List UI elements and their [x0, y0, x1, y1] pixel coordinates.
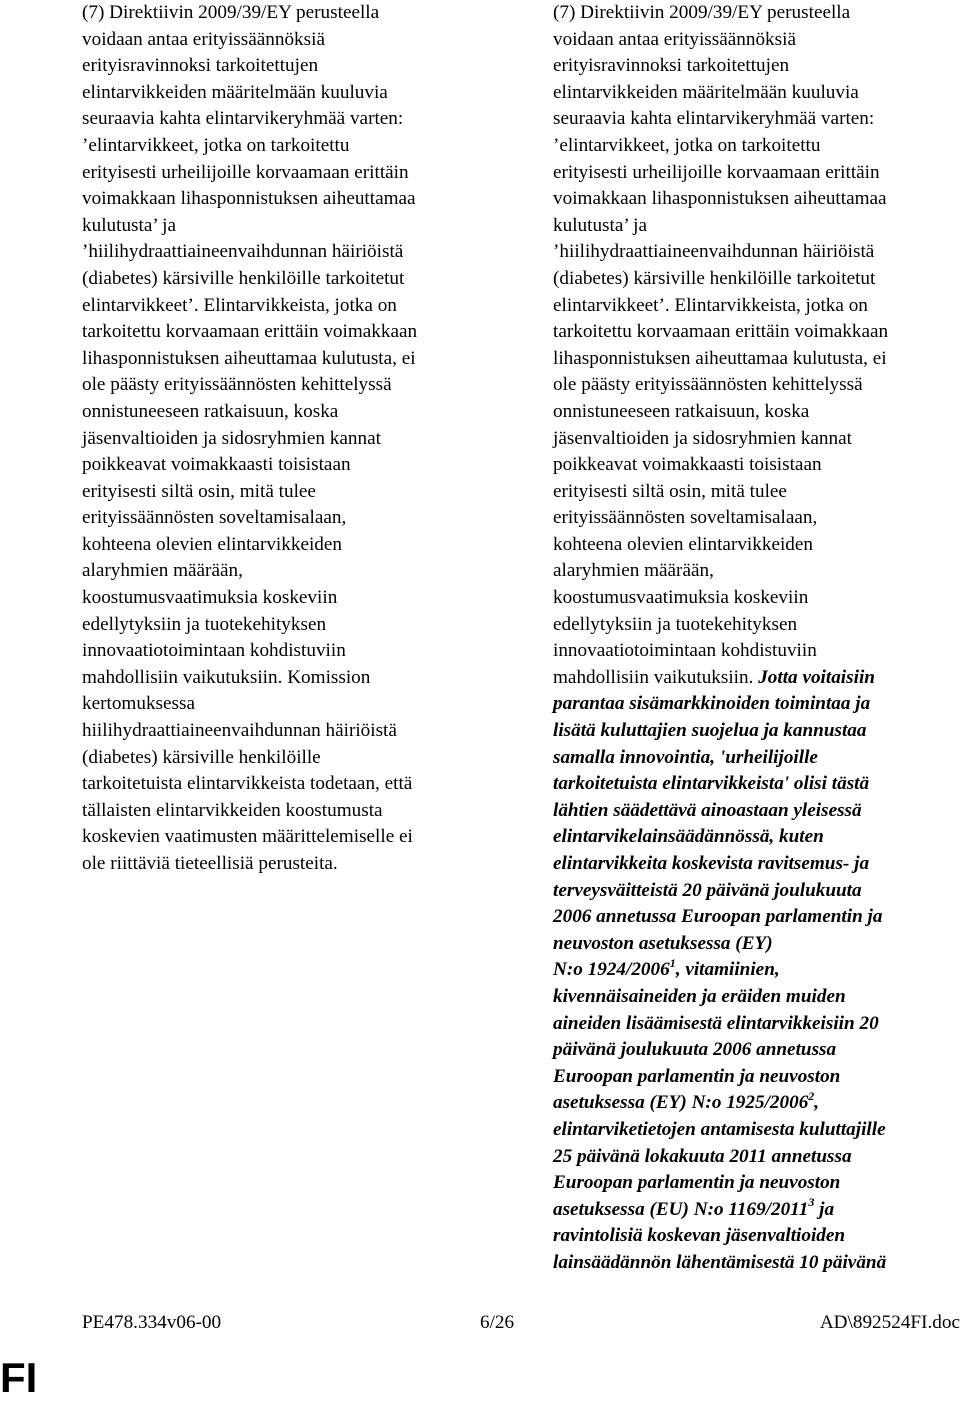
- amendment-text-line: ravintolisiä koskevan jäsenvaltioiden: [553, 1225, 846, 1247]
- text-line: erityisesti urheilijoille korvaamaan erittäin: [82, 161, 409, 183]
- text-line: elintarvikkeiden määritelmään kuuluvia: [553, 81, 859, 103]
- text-line: erityisravinnoksi tarkoitettujen: [553, 55, 790, 77]
- text-line-footnote-ref: [553, 1197, 960, 1224]
- footnote-ref-trailing-text: ,: [814, 1092, 820, 1114]
- amendment-text-line: Euroopan parlamentin ja neuvoston: [553, 1065, 841, 1087]
- text-line: elintarvikkeiden määritelmään kuuluvia: [82, 81, 388, 103]
- amendment-text-line: neuvoston asetuksessa (EY): [553, 932, 773, 954]
- text-line: tarkoitettu korvaamaan erittäin voimakkaan: [82, 321, 418, 343]
- footnote-ref-text: asetuksessa (EY) N:o 1925/2006: [553, 1092, 809, 1114]
- amendment-text-line: terveysväitteistä 20 päivänä joulukuuta: [553, 879, 862, 901]
- amendment-text-line: 25 päivänä lokakuuta 2011 annetussa: [553, 1145, 852, 1167]
- text-line: tarkoitettu korvaamaan erittäin voimakkaan: [553, 321, 889, 343]
- text-line: erityisesti siltä osin, mitä tulee: [82, 480, 316, 502]
- text-line: elintarvikkeet’. Elintarvikkeista, jotka on: [82, 294, 397, 316]
- text-line: voidaan antaa erityissäännöksiä: [82, 28, 325, 50]
- text-line: koostumusvaatimuksia koskeviin: [82, 587, 338, 609]
- text-line: jäsenvaltioiden ja sidosryhmien kannat: [82, 427, 381, 449]
- text-line: elintarvikkeet’. Elintarvikkeista, jotka on: [553, 294, 868, 316]
- text-line-amendment-start: [553, 665, 960, 692]
- text-line: (diabetes) kärsiville henkilöille tarkoitetut: [82, 267, 405, 289]
- text-line: ’hiilihydraattiaineenvaihdunnan häiriöistä: [553, 241, 875, 263]
- text-line: (7) Direktiivin 2009/39/EY perusteella: [553, 2, 851, 23]
- text-line: alaryhmien määrään,: [553, 560, 714, 582]
- text-line: (diabetes) kärsiville henkilöille: [82, 746, 321, 768]
- text-line: mahdollisiin vaikutuksiin. Komission: [82, 666, 371, 688]
- text-line: edellytyksiin ja tuotekehityksen: [82, 613, 327, 635]
- text-line: onnistuneeseen ratkaisuun, koska: [82, 400, 339, 422]
- text-line: kohteena olevien elintarvikkeiden: [553, 533, 813, 555]
- plain-text: mahdollisiin vaikutuksiin.: [553, 666, 759, 688]
- amendment-text-line: lisätä kuluttajien suojelua ja kannustaa: [553, 720, 867, 742]
- text-line: kulutusta’ ja: [82, 214, 176, 236]
- text-line: erityisesti urheilijoille korvaamaan erittäin: [553, 161, 880, 183]
- text-line: koostumusvaatimuksia koskeviin: [553, 587, 809, 609]
- footer-file-name: AD\892524FI.doc: [819, 1312, 960, 1333]
- amendment-text-line: lähtien säädettävä ainoastaan yleisessä: [553, 799, 862, 821]
- amendment-text-line: samalla innovointia, 'urheilijoille: [553, 746, 818, 768]
- footnote-marker: 2: [808, 1088, 815, 1103]
- footer-page-number: 6/26: [480, 1312, 515, 1333]
- amendment-text-line: elintarvikkeita koskevista ravitsemus- ja: [553, 853, 870, 874]
- text-line: innovaatiotoimintaan kohdistuviin: [82, 640, 346, 662]
- text-line: edellytyksiin ja tuotekehityksen: [553, 613, 798, 635]
- text-line: hiilihydraattiaineenvaihdunnan häiriöistä: [82, 720, 397, 742]
- amendment-text-line: 2006 annetussa Euroopan parlamentin ja: [553, 906, 883, 928]
- text-line: poikkeavat voimakkaasti toisistaan: [82, 454, 351, 476]
- text-line: kohteena olevien elintarvikkeiden: [82, 533, 342, 555]
- text-line: ole päästy erityissäännösten kehittelyssä: [553, 374, 863, 396]
- amendment-text: Jotta voitaisiin: [758, 666, 875, 688]
- amendment-text-line: aineiden lisäämisestä elintarvikkeisiin 20: [553, 1012, 879, 1034]
- text-line: kulutusta’ ja: [553, 214, 647, 236]
- text-line: ole päästy erityissäännösten kehittelyssä: [82, 374, 392, 396]
- text-line: alaryhmien määrään,: [82, 560, 243, 582]
- text-line: erityisesti siltä osin, mitä tulee: [553, 480, 787, 502]
- text-line: ’elintarvikkeet, jotka on tarkoitettu: [553, 134, 821, 156]
- footer-doc-ref: PE478.334v06-00: [82, 1312, 222, 1333]
- text-line: onnistuneeseen ratkaisuun, koska: [553, 400, 810, 422]
- amendment-text-line: elintarviketietojen antamisesta kuluttajille: [553, 1118, 886, 1140]
- text-line: seuraavia kahta elintarvikeryhmää varten:: [82, 108, 404, 130]
- footnote-ref-text: asetuksessa (EU) N:o 1169/2011: [553, 1198, 809, 1220]
- text-line: tällaisten elintarvikkeiden koostumusta: [82, 799, 383, 821]
- text-line: erityisravinnoksi tarkoitettujen: [82, 55, 319, 77]
- text-line: poikkeavat voimakkaasti toisistaan: [553, 454, 822, 476]
- text-line: ’elintarvikkeet, jotka on tarkoitettu: [82, 134, 350, 156]
- footnote-ref-text: N:o 1924/2006: [553, 959, 670, 981]
- text-line: erityissäännösten soveltamisalaan,: [82, 507, 347, 529]
- text-line: innovaatiotoimintaan kohdistuviin: [553, 640, 817, 662]
- text-line: kertomuksessa: [82, 693, 195, 715]
- amendment-text-line: tarkoitetuista elintarvikkeista' olisi tästä: [553, 773, 870, 795]
- text-line: (7) Direktiivin 2009/39/EY perusteella: [82, 2, 380, 23]
- amendment-text-line: elintarvikelainsäädännössä, kuten: [553, 826, 824, 848]
- text-line: seuraavia kahta elintarvikeryhmää varten:: [553, 108, 875, 130]
- amendment-text-line: parantaa sisämarkkinoiden toimintaa ja: [553, 693, 871, 715]
- amendment-text-line: lainsäädännön lähentämisestä 10 päivänä: [553, 1251, 887, 1273]
- footnote-ref-trailing-text: ja: [814, 1198, 835, 1220]
- footnote-marker: 1: [669, 955, 676, 970]
- left-column-text: [82, 0, 492, 878]
- text-line: (diabetes) kärsiville henkilöille tarkoitetut: [553, 267, 876, 289]
- amendment-text-line: Euroopan parlamentin ja neuvoston: [553, 1172, 841, 1194]
- text-line: jäsenvaltioiden ja sidosryhmien kannat: [553, 427, 852, 449]
- text-line: erityissäännösten soveltamisalaan,: [553, 507, 818, 529]
- text-line: koskevien vaatimusten määrittelemiselle ei: [82, 826, 413, 848]
- text-line: voimakkaan lihasponnistuksen aiheuttamaa: [553, 188, 887, 210]
- text-line: lihasponnistuksen aiheuttamaa kulutusta, ei: [553, 347, 887, 369]
- amendment-text-line: päivänä joulukuuta 2006 annetussa: [553, 1039, 837, 1061]
- right-column-text: [553, 0, 960, 1277]
- text-line-footnote-ref: [553, 1090, 960, 1117]
- text-line: lihasponnistuksen aiheuttamaa kulutusta, ei: [82, 347, 416, 369]
- text-line: voidaan antaa erityissäännöksiä: [553, 28, 796, 50]
- text-line: tarkoitetuista elintarvikkeista todetaan, että: [82, 773, 413, 795]
- text-line-footnote-ref: [553, 957, 960, 984]
- text-line: ’hiilihydraattiaineenvaihdunnan häiriöistä: [82, 241, 404, 263]
- language-code: FI: [0, 1354, 38, 1401]
- text-line: ole riittäviä tieteellisiä perusteita.: [82, 853, 338, 874]
- amendment-text-line: kivennäisaineiden ja eräiden muiden: [553, 985, 846, 1007]
- footnote-marker: 3: [808, 1195, 815, 1210]
- footnote-ref-trailing-text: , vitamiinien,: [675, 959, 780, 981]
- text-line: voimakkaan lihasponnistuksen aiheuttamaa: [82, 188, 416, 210]
